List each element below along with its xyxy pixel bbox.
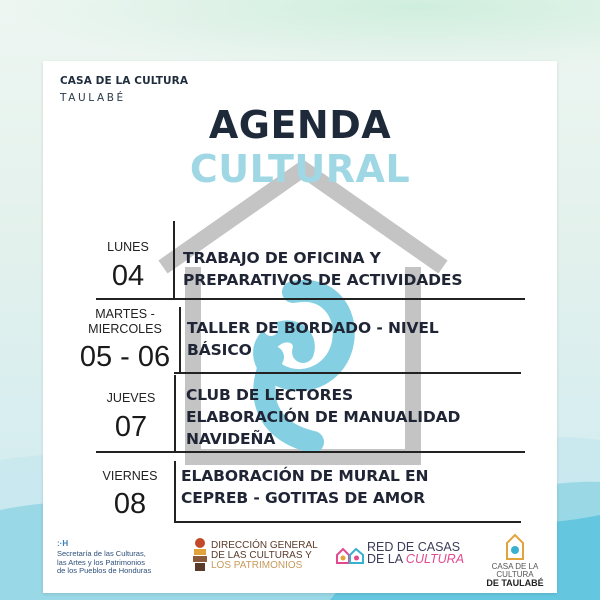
red-casas-logo: RED DE CASAS DE LA CULTURA xyxy=(335,541,475,571)
date-number: 08 xyxy=(113,488,147,520)
day-label-2: MIERCOLES xyxy=(88,322,162,336)
title-agenda: AGENDA xyxy=(208,103,392,147)
divider-horizontal xyxy=(96,451,525,453)
background-glow xyxy=(0,0,600,70)
day-label: LUNES xyxy=(107,240,149,254)
secretaria-mark: :·H xyxy=(57,539,69,548)
activity-text: CLUB DE LECTORES ELABORACIÓN DE MANUALIDAD NAVIDEÑA xyxy=(186,386,461,448)
direccion-general-logo: DIRECCIÓN GENERAL DE LAS CULTURAS Y LOS PATRIMONIOS xyxy=(191,537,331,577)
activity-text: TALLER DE BORDADO - NIVEL BÁSICO xyxy=(187,319,439,359)
divider-vertical xyxy=(179,307,181,373)
casa-cultura-logo: CASA DE LA CULTURA DE TAULABÉ xyxy=(479,533,551,577)
day-label: MARTES - xyxy=(95,307,155,321)
secretaria-logo: :·H Secretaría de las Culturas, las Artes y los Patrimonios de los Pueblos de Honduras xyxy=(57,539,187,576)
divider-horizontal xyxy=(174,372,521,374)
date-number: 05 - 06 xyxy=(79,341,171,373)
divider-vertical xyxy=(173,221,175,299)
day-label: VIERNES xyxy=(102,469,158,483)
day-label: JUEVES xyxy=(106,391,156,405)
date-number: 04 xyxy=(111,260,145,292)
divider-horizontal xyxy=(96,298,525,300)
org-name: CASA DE LA CULTURA xyxy=(60,75,189,87)
direccion-emblem-icon xyxy=(191,537,209,573)
divider-horizontal xyxy=(174,521,521,523)
org-location: TAULABÉ xyxy=(60,92,126,104)
title-cultural: CULTURAL xyxy=(189,147,411,191)
sponsor-footer xyxy=(43,531,557,591)
divider-vertical xyxy=(174,461,176,521)
divider-vertical xyxy=(174,375,176,451)
red-casas-emblem-icon xyxy=(335,545,365,565)
activity-text: ELABORACIÓN DE MURAL EN CEPREB - GOTITAS DE AMOR xyxy=(181,467,429,507)
agenda-card xyxy=(43,61,557,593)
casa-cultura-emblem-icon xyxy=(505,533,525,561)
activity-text: TRABAJO DE OFICINA Y PREPARATIVOS DE ACTIVIDADES xyxy=(183,249,463,289)
date-number: 07 xyxy=(114,411,148,443)
